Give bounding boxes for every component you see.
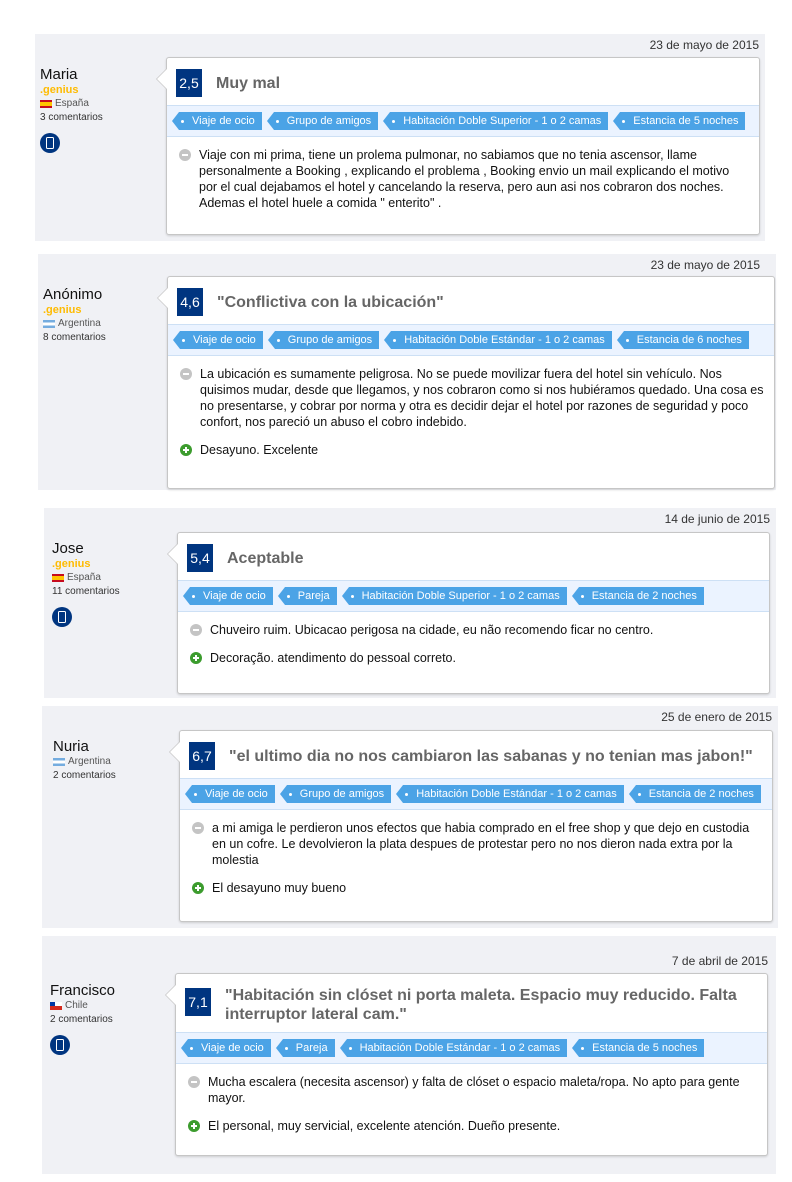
tag-stay[interactable]: Estancia de 5 noches [579, 1039, 704, 1057]
tag-stay[interactable]: Estancia de 2 noches [579, 587, 704, 605]
reviewer-name[interactable]: Francisco [50, 982, 116, 999]
review-body [167, 137, 759, 227]
positive-comment [180, 442, 764, 458]
review-score: 2,5 [176, 69, 202, 97]
review-body [180, 810, 772, 912]
genius-badge: .genius [40, 84, 79, 96]
plus-icon [188, 1120, 200, 1132]
country-label: Argentina [68, 756, 111, 767]
reviewer-name[interactable]: Maria [40, 66, 78, 83]
reviewer-country [52, 571, 162, 585]
minus-icon [179, 149, 191, 161]
tag-room[interactable]: Habitación Doble Estándar - 1 o 2 camas [403, 785, 624, 803]
review-tags [167, 105, 759, 137]
review-card [177, 532, 770, 694]
positive-text: Desayuno. Excelente [200, 443, 319, 457]
reviewer-country [43, 317, 153, 331]
review-item [42, 936, 776, 1174]
reviewer-country [40, 97, 150, 111]
spain-flag-icon [52, 574, 64, 582]
tag-trip-type[interactable]: Viaje de ocio [190, 587, 273, 605]
argentina-flag-icon [43, 320, 55, 328]
mobile-device-icon [50, 1035, 70, 1055]
reviewer-name[interactable]: Nuria [53, 738, 89, 755]
reviewer-info [43, 286, 153, 345]
review-score: 4,6 [177, 288, 203, 316]
tag-group[interactable]: Grupo de amigos [287, 785, 391, 803]
review-date: 14 de junio de 2015 [664, 512, 770, 526]
negative-comment [192, 820, 762, 868]
tag-trip-type[interactable]: Viaje de ocio [179, 112, 262, 130]
positive-comment [190, 650, 759, 666]
tag-stay[interactable]: Estancia de 2 noches [636, 785, 761, 803]
review-header [180, 731, 772, 778]
spain-flag-icon [40, 100, 52, 108]
positive-text: El personal, muy servicial, excelente atención. Dueño presente. [208, 1119, 561, 1133]
review-score: 5,4 [187, 544, 213, 572]
comment-count[interactable]: 8 comentarios [43, 332, 106, 343]
comment-count[interactable]: 3 comentarios [40, 112, 103, 123]
review-item [38, 254, 776, 490]
reviewer-info [50, 982, 160, 1055]
review-card [167, 276, 775, 489]
country-label: Argentina [58, 318, 101, 329]
genius-badge: .genius [43, 304, 82, 316]
minus-icon [180, 368, 192, 380]
review-tags [168, 324, 774, 356]
negative-text: Viaje con mi prima, tiene un prolema pulmonar, no sabiamos que no tenia ascensor, llame personalmente a Booking , explicando el problema , Booking envio un mail explicando el motivo por el cual dejabamos el hotel y cancelando la reserva, pero aun asi nos cobraron dos noches. Ademas el hotel huele a comida " enterito" . [199, 148, 730, 210]
review-tags [180, 778, 772, 810]
review-item [44, 508, 776, 698]
tag-room[interactable]: Habitación Doble Estándar - 1 o 2 camas [347, 1039, 568, 1057]
positive-comment [188, 1118, 757, 1134]
reviewer-info [53, 738, 163, 783]
reviewer-name[interactable]: Jose [52, 540, 84, 557]
tag-group[interactable]: Grupo de amigos [275, 331, 379, 349]
tag-companion[interactable]: Pareja [283, 1039, 335, 1057]
tag-trip-type[interactable]: Viaje de ocio [180, 331, 263, 349]
tag-companion[interactable]: Pareja [285, 587, 337, 605]
positive-text: El desayuno muy bueno [212, 881, 347, 895]
genius-badge: .genius [52, 558, 91, 570]
review-tags [176, 1032, 767, 1064]
review-header [178, 533, 769, 580]
review-item [42, 706, 778, 928]
review-body [178, 612, 769, 682]
review-score: 7,1 [185, 988, 211, 1016]
tag-group[interactable]: Grupo de amigos [274, 112, 378, 130]
review-title: "Habitación sin clóset ni porta maleta. Espacio muy reducido. Falta interruptor lateral cam." [225, 987, 737, 1023]
review-date: 23 de mayo de 2015 [650, 258, 760, 272]
review-body [176, 1064, 767, 1150]
review-card [175, 973, 768, 1156]
review-body [168, 356, 774, 474]
negative-comment [179, 147, 749, 211]
tag-room[interactable]: Habitación Doble Superior - 1 o 2 camas [390, 112, 608, 130]
country-label: Chile [65, 1000, 88, 1011]
country-label: España [55, 98, 89, 109]
tag-trip-type[interactable]: Viaje de ocio [192, 785, 275, 803]
minus-icon [192, 822, 204, 834]
negative-text: Chuveiro ruim. Ubicacao perigosa na cidade, eu não recomendo ficar no centro. [210, 623, 654, 637]
negative-text: a mi amiga le perdieron unos efectos que habia comprado en el free shop y que dejo en custodia en un cofre. Le devolvieron la plata despues de protestar pero no nos dieron nada extra por la molestia [212, 821, 750, 867]
comment-count[interactable]: 2 comentarios [50, 1014, 113, 1025]
comment-count[interactable]: 2 comentarios [53, 770, 116, 781]
negative-comment [180, 366, 764, 430]
mobile-device-icon [40, 133, 60, 153]
tag-stay[interactable]: Estancia de 5 noches [620, 112, 745, 130]
review-title: "Conflictiva con la ubicación" [217, 294, 444, 311]
review-date: 25 de enero de 2015 [661, 710, 772, 724]
negative-text: La ubicación es sumamente peligrosa. No se puede movilizar fuera del hotel sin vehículo. Nos quisimos mudar, desde que llegamos, y nos cobraron como si nos hubiéramos quedado. Una cosa es no presentarse, y cobrar por norma y otra es decidir dejar el hotel por razones de seguridad y poco confort, nos pareció un abuso el cobro indebido. [200, 367, 764, 429]
review-tags [178, 580, 769, 612]
minus-icon [190, 624, 202, 636]
tag-trip-type[interactable]: Viaje de ocio [188, 1039, 271, 1057]
review-header [168, 277, 774, 324]
reviewer-info [52, 540, 162, 627]
review-date: 23 de mayo de 2015 [649, 38, 759, 52]
review-score: 6,7 [189, 742, 215, 770]
review-header [176, 974, 767, 1032]
reviewer-country [53, 755, 163, 769]
plus-icon [192, 882, 204, 894]
negative-text: Mucha escalera (necesita ascensor) y falta de clóset o espacio maleta/ropa. No apto para gente mayor. [208, 1075, 740, 1105]
tag-stay[interactable]: Estancia de 6 noches [624, 331, 749, 349]
tag-room[interactable]: Habitación Doble Superior - 1 o 2 camas [349, 587, 567, 605]
plus-icon [180, 444, 192, 456]
country-label: España [67, 572, 101, 583]
review-title: Muy mal [216, 75, 281, 92]
review-title: Aceptable [227, 550, 304, 567]
plus-icon [190, 652, 202, 664]
argentina-flag-icon [53, 758, 65, 766]
negative-comment [188, 1074, 757, 1106]
mobile-device-icon [52, 607, 72, 627]
comment-count[interactable]: 11 comentarios [52, 586, 120, 597]
review-card [179, 730, 773, 922]
review-title: "el ultimo dia no nos cambiaron las sabanas y no tenian mas jabon!" [229, 748, 753, 765]
reviewer-name[interactable]: Anónimo [43, 286, 103, 303]
positive-text: Decoração. atendimento do pessoal correto. [210, 651, 456, 665]
minus-icon [188, 1076, 200, 1088]
reviewer-info [40, 66, 150, 153]
reviewer-country [50, 999, 160, 1013]
review-item [35, 34, 765, 241]
review-header [167, 58, 759, 105]
negative-comment [190, 622, 759, 638]
positive-comment [192, 880, 762, 896]
review-card [166, 57, 760, 235]
review-date: 7 de abril de 2015 [671, 954, 768, 968]
tag-room[interactable]: Habitación Doble Estándar - 1 o 2 camas [391, 331, 612, 349]
chile-flag-icon [50, 1002, 62, 1010]
